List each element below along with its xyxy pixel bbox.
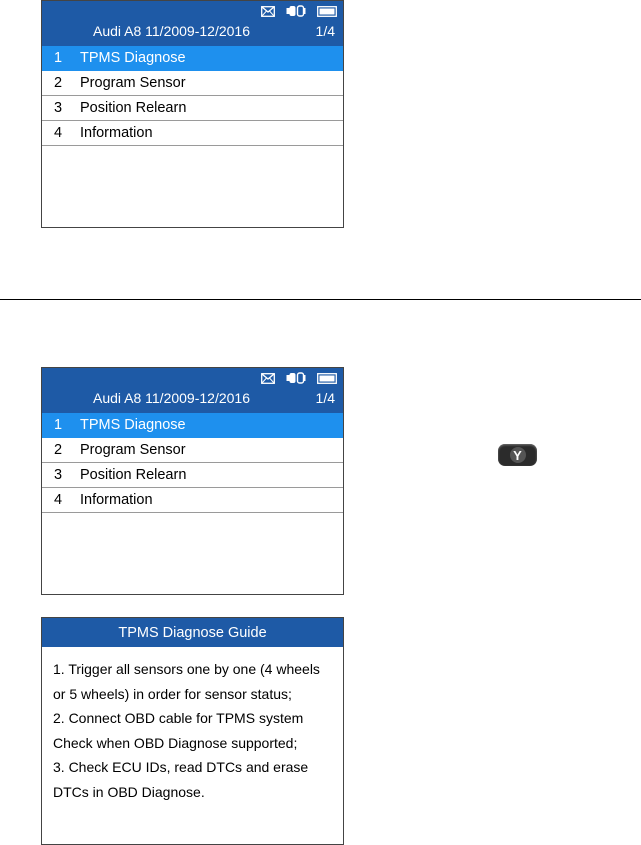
- tpms-menu-screen-top: [41, 0, 344, 228]
- screen-header: [42, 1, 343, 46]
- menu-item-information[interactable]: [42, 121, 343, 146]
- page-indicator: 1/4: [315, 23, 335, 39]
- tpms-diagnose-guide-screen: [41, 617, 344, 845]
- guide-line: or 5 wheels) in order for sensor status;: [53, 685, 292, 702]
- guide-title: TPMS Diagnose Guide: [42, 618, 343, 647]
- menu-item-number: 2: [54, 75, 63, 91]
- tpms-menu-screen-bottom: [41, 367, 344, 595]
- guide-line: 3. Check ECU IDs, read DTCs and erase: [53, 759, 309, 775]
- menu-item-position-relearn[interactable]: [42, 463, 343, 488]
- menu-item-label: TPMS Diagnose: [80, 417, 186, 433]
- menu-item-number: 4: [54, 125, 63, 141]
- section-divider: [0, 299, 641, 300]
- envelope-icon: [261, 6, 275, 17]
- menu-item-program-sensor[interactable]: [42, 71, 343, 96]
- menu-item-label: Information: [80, 492, 153, 508]
- guide-line: 1. Trigger all sensors one by one (4 wheels: [53, 661, 320, 677]
- menu-item-number: 1: [54, 417, 63, 433]
- battery-icon: [317, 373, 337, 384]
- guide-line: Check when OBD Diagnose supported;: [53, 734, 298, 751]
- menu-item-number: 4: [54, 492, 63, 508]
- menu-item-tpms-diagnose[interactable]: [42, 413, 343, 438]
- menu-item-program-sensor[interactable]: [42, 438, 343, 463]
- guide-instructions: [42, 647, 343, 804]
- menu-item-label: Position Relearn: [80, 467, 187, 483]
- page-indicator: 1/4: [315, 390, 335, 406]
- battery-icon: [317, 6, 337, 17]
- menu-item-position-relearn[interactable]: [42, 96, 343, 121]
- menu-item-label: Information: [80, 125, 153, 141]
- vehicle-title: Audi A8 11/2009-12/2016: [93, 390, 250, 406]
- menu-item-number: 3: [54, 100, 63, 116]
- menu-item-tpms-diagnose[interactable]: [42, 46, 343, 71]
- vci-connection-icon: [286, 5, 306, 17]
- menu-item-label: Program Sensor: [80, 442, 186, 458]
- vehicle-title: Audi A8 11/2009-12/2016: [93, 23, 250, 39]
- menu-item-label: TPMS Diagnose: [80, 50, 186, 66]
- menu-item-number: 2: [54, 442, 63, 458]
- screen-header: [42, 368, 343, 413]
- y-button-label: Y: [510, 447, 526, 463]
- menu-item-label: Position Relearn: [80, 100, 187, 116]
- guide-line: DTCs in OBD Diagnose.: [53, 783, 205, 800]
- menu-item-information[interactable]: [42, 488, 343, 513]
- vci-connection-icon: [286, 372, 306, 384]
- envelope-icon: [261, 373, 275, 384]
- menu-item-number: 3: [54, 467, 63, 483]
- y-button[interactable]: [498, 444, 537, 466]
- menu-item-number: 1: [54, 50, 63, 66]
- menu-item-label: Program Sensor: [80, 75, 186, 91]
- guide-line: 2. Connect OBD cable for TPMS system: [53, 710, 304, 726]
